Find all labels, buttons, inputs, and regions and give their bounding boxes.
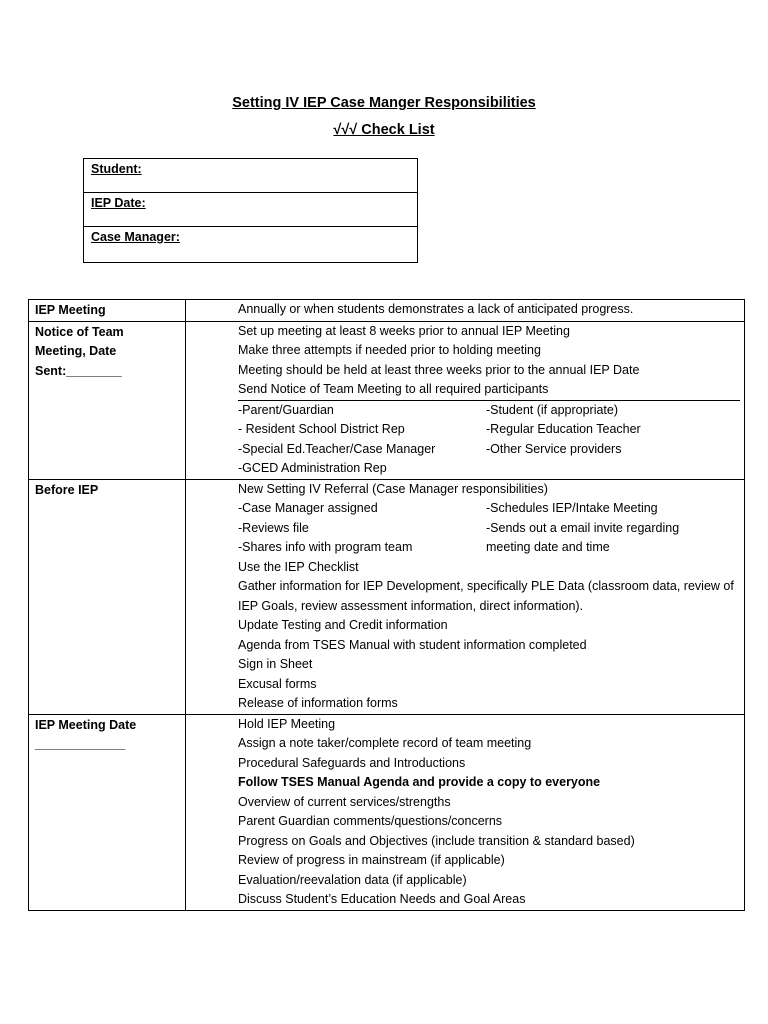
document-title: Setting IV IEP Case Manger Responsibilities xyxy=(232,95,536,111)
item-text: Set up meeting at least 8 weeks prior to annual IEP Meeting xyxy=(238,323,570,338)
checklist-item[interactable] xyxy=(186,675,740,695)
item-text: Procedural Safeguards and Introductions xyxy=(238,755,466,770)
checklist-item[interactable] xyxy=(186,380,740,401)
item-text: Annually or when students demonstrates a lack of anticipated progress. xyxy=(238,302,634,316)
section-label-notice xyxy=(29,321,186,479)
item-text: Parent Guardian comments/questions/concerns xyxy=(238,814,503,828)
item-text: Discuss Student’s Education Needs and Goal Areas xyxy=(238,892,526,906)
item-text: Release of information forms xyxy=(238,696,398,710)
item-text: Progress on Goals and Objectives (include transition & standard based) xyxy=(238,833,635,848)
referral-sub: -Schedules IEP/Intake Meeting xyxy=(486,501,658,515)
participant: -Special Ed.Teacher/Case Manager xyxy=(238,441,436,456)
checklist-item[interactable] xyxy=(186,754,740,774)
referral-sub-row xyxy=(186,519,740,539)
item-text: Excusal forms xyxy=(238,676,317,691)
checklist-item[interactable] xyxy=(186,361,740,381)
checklist-item[interactable] xyxy=(186,832,740,852)
section-label-before-iep: Before IEP xyxy=(29,479,186,714)
checklist-item[interactable] xyxy=(186,655,740,675)
participant: -Other Service providers xyxy=(486,441,622,456)
referral-sub: -Shares info with program team xyxy=(238,540,413,554)
checklist-item[interactable] xyxy=(186,322,740,342)
item-text: Follow TSES Manual Agenda and provide a copy to everyone xyxy=(238,775,601,789)
case-manager-label: Case Manager: xyxy=(91,230,180,244)
referral-sub: -Reviews file xyxy=(238,520,309,535)
checklist-table xyxy=(28,299,745,911)
document-subtitle: √√√ Check List xyxy=(333,122,435,138)
meeting-date-blank[interactable]: _____________ xyxy=(35,737,126,751)
checklist-item[interactable] xyxy=(186,616,740,636)
referral-sub-row xyxy=(186,499,740,519)
case-manager-field[interactable] xyxy=(84,227,417,262)
checklist-item[interactable] xyxy=(186,300,740,320)
participant-row xyxy=(186,420,740,440)
participant: -Regular Education Teacher xyxy=(486,422,641,436)
checklist-item[interactable] xyxy=(186,851,740,871)
participant-row xyxy=(186,459,740,479)
participant: -Parent/Guardian xyxy=(238,402,334,417)
row-meeting-date xyxy=(29,714,745,910)
item-text: Gather information for IEP Development, specifically PLE Data (classroom data, review of IEP Goals, review assessment information, direct information). xyxy=(238,579,734,613)
item-text: Send Notice of Team Meeting to all required participants xyxy=(238,380,740,401)
referral-sub: meeting date and time xyxy=(486,540,610,554)
item-text: Evaluation/reevalation data (if applicable) xyxy=(238,872,467,887)
iep-date-label: IEP Date: xyxy=(91,196,146,210)
student-field[interactable] xyxy=(84,159,417,193)
row-before-iep xyxy=(29,479,745,714)
meeting-date-label: IEP Meeting Date xyxy=(35,717,137,732)
checklist-item[interactable] xyxy=(186,871,740,891)
item-text: Make three attempts if needed prior to holding meeting xyxy=(238,343,541,357)
item-text: Hold IEP Meeting xyxy=(238,716,336,731)
participant: -GCED Administration Rep xyxy=(238,461,387,475)
checklist-item[interactable] xyxy=(186,341,740,361)
checklist-item[interactable] xyxy=(186,773,740,793)
item-text: Assign a note taker/complete record of team meeting xyxy=(238,736,532,750)
student-label: Student: xyxy=(91,162,142,176)
section-items-iep-meeting xyxy=(186,300,745,322)
checklist-item[interactable] xyxy=(186,480,740,500)
section-items-notice xyxy=(186,321,745,479)
checklist-item[interactable] xyxy=(186,694,740,714)
participant: - Resident School District Rep xyxy=(238,422,405,436)
section-label-iep-meeting: IEP Meeting xyxy=(29,300,186,322)
participant-row xyxy=(186,401,740,421)
checklist-item[interactable] xyxy=(186,577,740,616)
item-text: New Setting IV Referral (Case Manager responsibilities) xyxy=(238,481,548,496)
participant-row xyxy=(186,440,740,460)
item-text: Meeting should be held at least three weeks prior to the annual IEP Date xyxy=(238,362,640,377)
item-text: Use the IEP Checklist xyxy=(238,559,359,574)
referral-sub: -Case Manager assigned xyxy=(238,501,378,515)
participant xyxy=(486,459,740,479)
iep-date-field[interactable] xyxy=(84,193,417,227)
item-text: Overview of current services/strengths xyxy=(238,794,451,809)
section-items-before-iep xyxy=(186,479,745,714)
student-info-box xyxy=(83,158,418,263)
checklist-item[interactable] xyxy=(186,734,740,754)
notice-label-line2: Meeting, Date xyxy=(35,344,117,358)
checklist-item[interactable] xyxy=(186,558,740,578)
checklist-item[interactable] xyxy=(186,636,740,656)
checklist-item[interactable] xyxy=(186,715,740,735)
checklist-item[interactable] xyxy=(186,890,740,910)
referral-sub-row xyxy=(186,538,740,558)
item-text: Review of progress in mainstream (if applicable) xyxy=(238,853,505,867)
item-text: Agenda from TSES Manual with student information completed xyxy=(238,637,587,652)
notice-label-line3: Sent:________ xyxy=(35,363,122,378)
item-text: Update Testing and Credit information xyxy=(238,618,448,632)
referral-sub: -Sends out a email invite regarding xyxy=(486,520,680,535)
item-text: Sign in Sheet xyxy=(238,657,313,671)
row-notice xyxy=(29,321,745,479)
notice-label-line1: Notice of Team xyxy=(35,324,124,339)
participant: -Student (if appropriate) xyxy=(486,402,619,417)
row-iep-meeting xyxy=(29,300,745,322)
checklist-item[interactable] xyxy=(186,812,740,832)
checklist-item[interactable] xyxy=(186,793,740,813)
section-label-meeting-date xyxy=(29,714,186,910)
section-items-meeting-date xyxy=(186,714,745,910)
